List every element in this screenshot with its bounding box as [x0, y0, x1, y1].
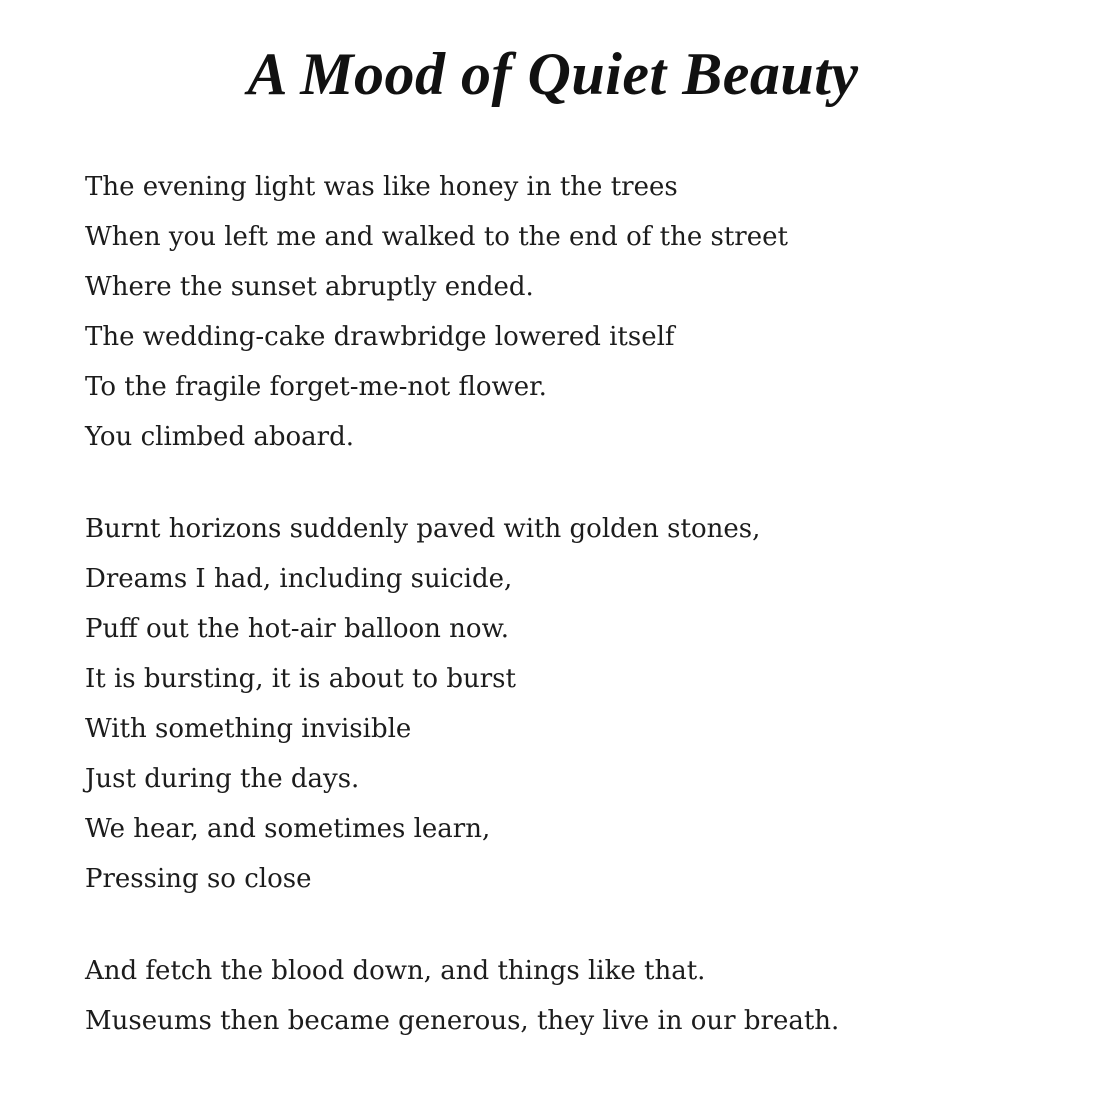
poem-line: Museums then became generous, they live in our breath.	[85, 1006, 840, 1036]
stanza-3	[85, 946, 1045, 1046]
poem-line: It is bursting, it is about to burst	[85, 664, 516, 694]
poem-line: Dreams I had, including suicide,	[85, 564, 513, 594]
poem-line: The evening light was like honey in the trees	[85, 172, 678, 202]
poem-line: When you left me and walked to the end of the street	[85, 222, 788, 252]
poem-line: Just during the days.	[85, 764, 360, 794]
poem-line: We hear, and sometimes learn,	[85, 814, 491, 844]
poem-title: A Mood of Quiet Beauty	[247, 41, 859, 107]
poem-line: And fetch the blood down, and things like that.	[85, 956, 706, 986]
stanza-1	[85, 162, 1045, 462]
poem-line: You climbed aboard.	[85, 422, 354, 452]
poem-body	[85, 162, 1045, 1046]
poem-line: The wedding-cake drawbridge lowered itself	[85, 322, 675, 352]
poem-line: Burnt horizons suddenly paved with golden stones,	[85, 514, 761, 544]
poem-line: To the fragile forget-me-not flower.	[85, 372, 547, 402]
poem-line: Puff out the hot-air balloon now.	[85, 614, 509, 644]
poem-line: Where the sunset abruptly ended.	[85, 272, 534, 302]
stanza-2	[85, 504, 1045, 904]
poem-line: Pressing so close	[85, 864, 312, 894]
poem-line: With something invisible	[85, 714, 412, 744]
